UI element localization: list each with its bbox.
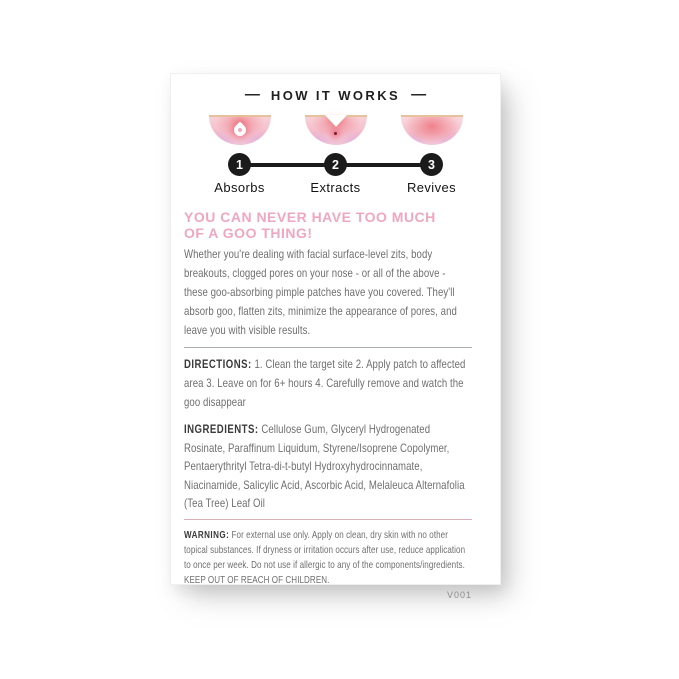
step-3-label: Revives [406, 180, 457, 195]
goo-headline-line2: OF A GOO THING! [184, 225, 313, 241]
directions-paragraph [184, 355, 472, 412]
divider-above-directions [184, 347, 472, 348]
warning-label: WARNING: [184, 528, 230, 541]
patch-absorb-illustration [209, 115, 271, 145]
warning-paragraph [184, 528, 472, 588]
patch-stage-illustrations [192, 115, 480, 145]
timeline-step-1 [192, 153, 288, 195]
divider-above-warning [184, 519, 472, 520]
step-1-number-circle: 1 [228, 153, 251, 176]
goo-drop-icon [231, 122, 248, 139]
steps-timeline [192, 153, 480, 195]
goo-headline-line1: YOU CAN NEVER HAVE TOO MUCH [184, 209, 436, 225]
ingredients-text: Cellulose Gum, Glyceryl Hydrogenated Rosinate, Paraffinum Liquidum, Styrene/Isoprene Copolymer, Pentaerythrityl Tetra-di-t-butyl Hydroxyhydrocinnamate, Niacinamide, Salicylic Acid, Ascorbic Acid, Melaleuca Alternafolia (Tea Tree) Leaf Oil [184, 422, 465, 510]
ingredients-paragraph [184, 420, 472, 513]
step-3-number-circle: 3 [420, 153, 443, 176]
version-code: V001 [446, 589, 472, 600]
ingredients-label: INGREDIENTS: [184, 422, 259, 436]
timeline-step-2 [288, 153, 384, 195]
patch-revive-illustration [401, 115, 463, 145]
pore-dot-icon [334, 132, 337, 135]
timeline-step-3 [384, 153, 480, 195]
how-it-works-title: HOW IT WORKS [270, 87, 401, 103]
step-2-number-circle: 2 [324, 153, 347, 176]
patch-extract-illustration [305, 115, 367, 145]
patch-stage-2 [288, 115, 384, 145]
right-dash: — [411, 86, 427, 103]
left-dash: — [244, 86, 260, 103]
intro-paragraph: Whether you're dealing with facial surface-level zits, body breakouts, clogged pores on your nose - or all of the above - these goo-absorbing pimple patches have you covered. They'll absorb goo, flatten zits, minimize the appearance of pores, and leave you with visible results. [184, 247, 457, 337]
step-1-label: Absorbs [214, 180, 265, 195]
goo-headline [184, 209, 472, 241]
patch-stage-3 [384, 115, 480, 145]
warning-text: For external use only. Apply on clean, dry skin with no other topical substances. If dryness or irritation occurs after use, reduce application to once per week. Do not use if allergic to any of the components/ingredients. KEEP OUT OF REACH OF CHILDREN. [184, 528, 466, 586]
directions-label: DIRECTIONS: [184, 357, 252, 371]
directions-text: 1. Clean the target site 2. Apply patch to affected area 3. Leave on for 6+ hours 4. Carefully remove and watch the goo disappear [184, 357, 466, 409]
how-it-works-heading [184, 87, 487, 103]
patch-stage-1 [192, 115, 288, 145]
extraction-notch-icon [325, 115, 347, 127]
step-2-label: Extracts [310, 180, 361, 195]
packaging-back-panel [170, 73, 501, 600]
